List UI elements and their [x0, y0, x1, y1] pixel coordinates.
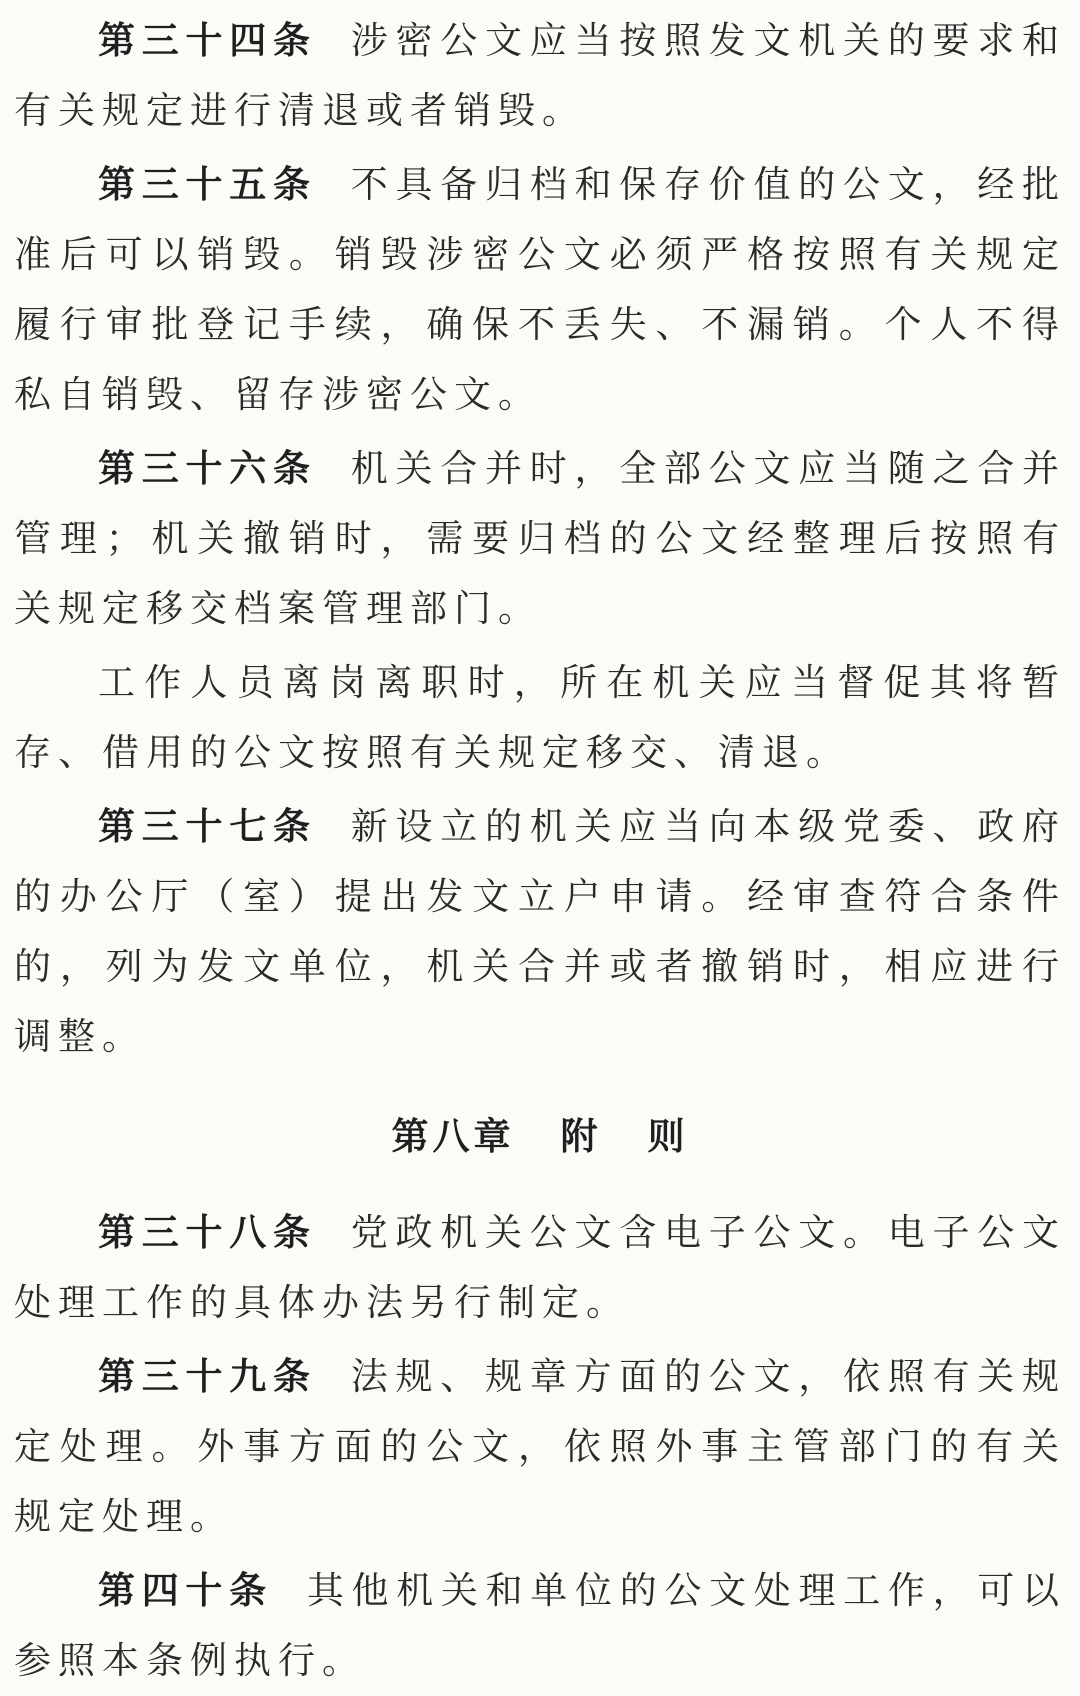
article-text: 其他机关和单位的公文处理工作，可以参照本条例执行。 — [14, 1569, 1067, 1682]
article-number: 第三十九条 — [98, 1355, 317, 1398]
article-text: 新设立的机关应当向本级党委、政府的办公厅（室）提出发文立户申请。经审查符合条件的，列为发文单位，机关合并或者撤销时，相应进行调整。 — [14, 805, 1066, 1058]
article-number: 第四十条 — [98, 1569, 273, 1612]
chapter-name-part: 附 — [560, 1115, 602, 1158]
article-39 — [14, 1342, 1066, 1552]
article-text: 机关合并时，全部公文应当随之合并管理；机关撤销时，需要归档的公文经整理后按照有关规定移交档案管理部门。 — [14, 447, 1066, 630]
article-text: 涉密公文应当按照发文机关的要求和有关规定进行清退或者销毁。 — [14, 19, 1066, 132]
article-34 — [14, 6, 1066, 146]
article-40 — [14, 1556, 1066, 1696]
article-36 — [14, 434, 1066, 644]
article-text: 工作人员离岗离职时，所在机关应当督促其将暂存、借用的公文按照有关规定移交、清退。 — [14, 661, 1066, 774]
chapter-name-part: 则 — [647, 1115, 689, 1158]
article-37 — [14, 792, 1066, 1072]
article-text: 法规、规章方面的公文，依照有关规定处理。外事方面的公文，依照外事主管部门的有关规定处理。 — [14, 1355, 1066, 1538]
article-number: 第三十六条 — [98, 447, 317, 490]
article-number: 第三十四条 — [98, 19, 317, 62]
article-number: 第三十八条 — [98, 1211, 317, 1254]
article-35 — [14, 150, 1066, 430]
article-number: 第三十五条 — [98, 163, 317, 206]
article-38 — [14, 1198, 1066, 1338]
article-number: 第三十七条 — [98, 805, 317, 848]
article-text: 不具备归档和保存价值的公文，经批准后可以销毁。销毁涉密公文必须严格按照有关规定履行审批登记手续，确保不丢失、不漏销。个人不得私自销毁、留存涉密公文。 — [14, 163, 1066, 416]
chapter-heading — [14, 1102, 1066, 1172]
article-text: 党政机关公文含电子公文。电子公文处理工作的具体办法另行制定。 — [14, 1211, 1066, 1324]
article-36-paragraph-2 — [14, 648, 1066, 788]
chapter-number: 第八章 — [391, 1115, 515, 1158]
